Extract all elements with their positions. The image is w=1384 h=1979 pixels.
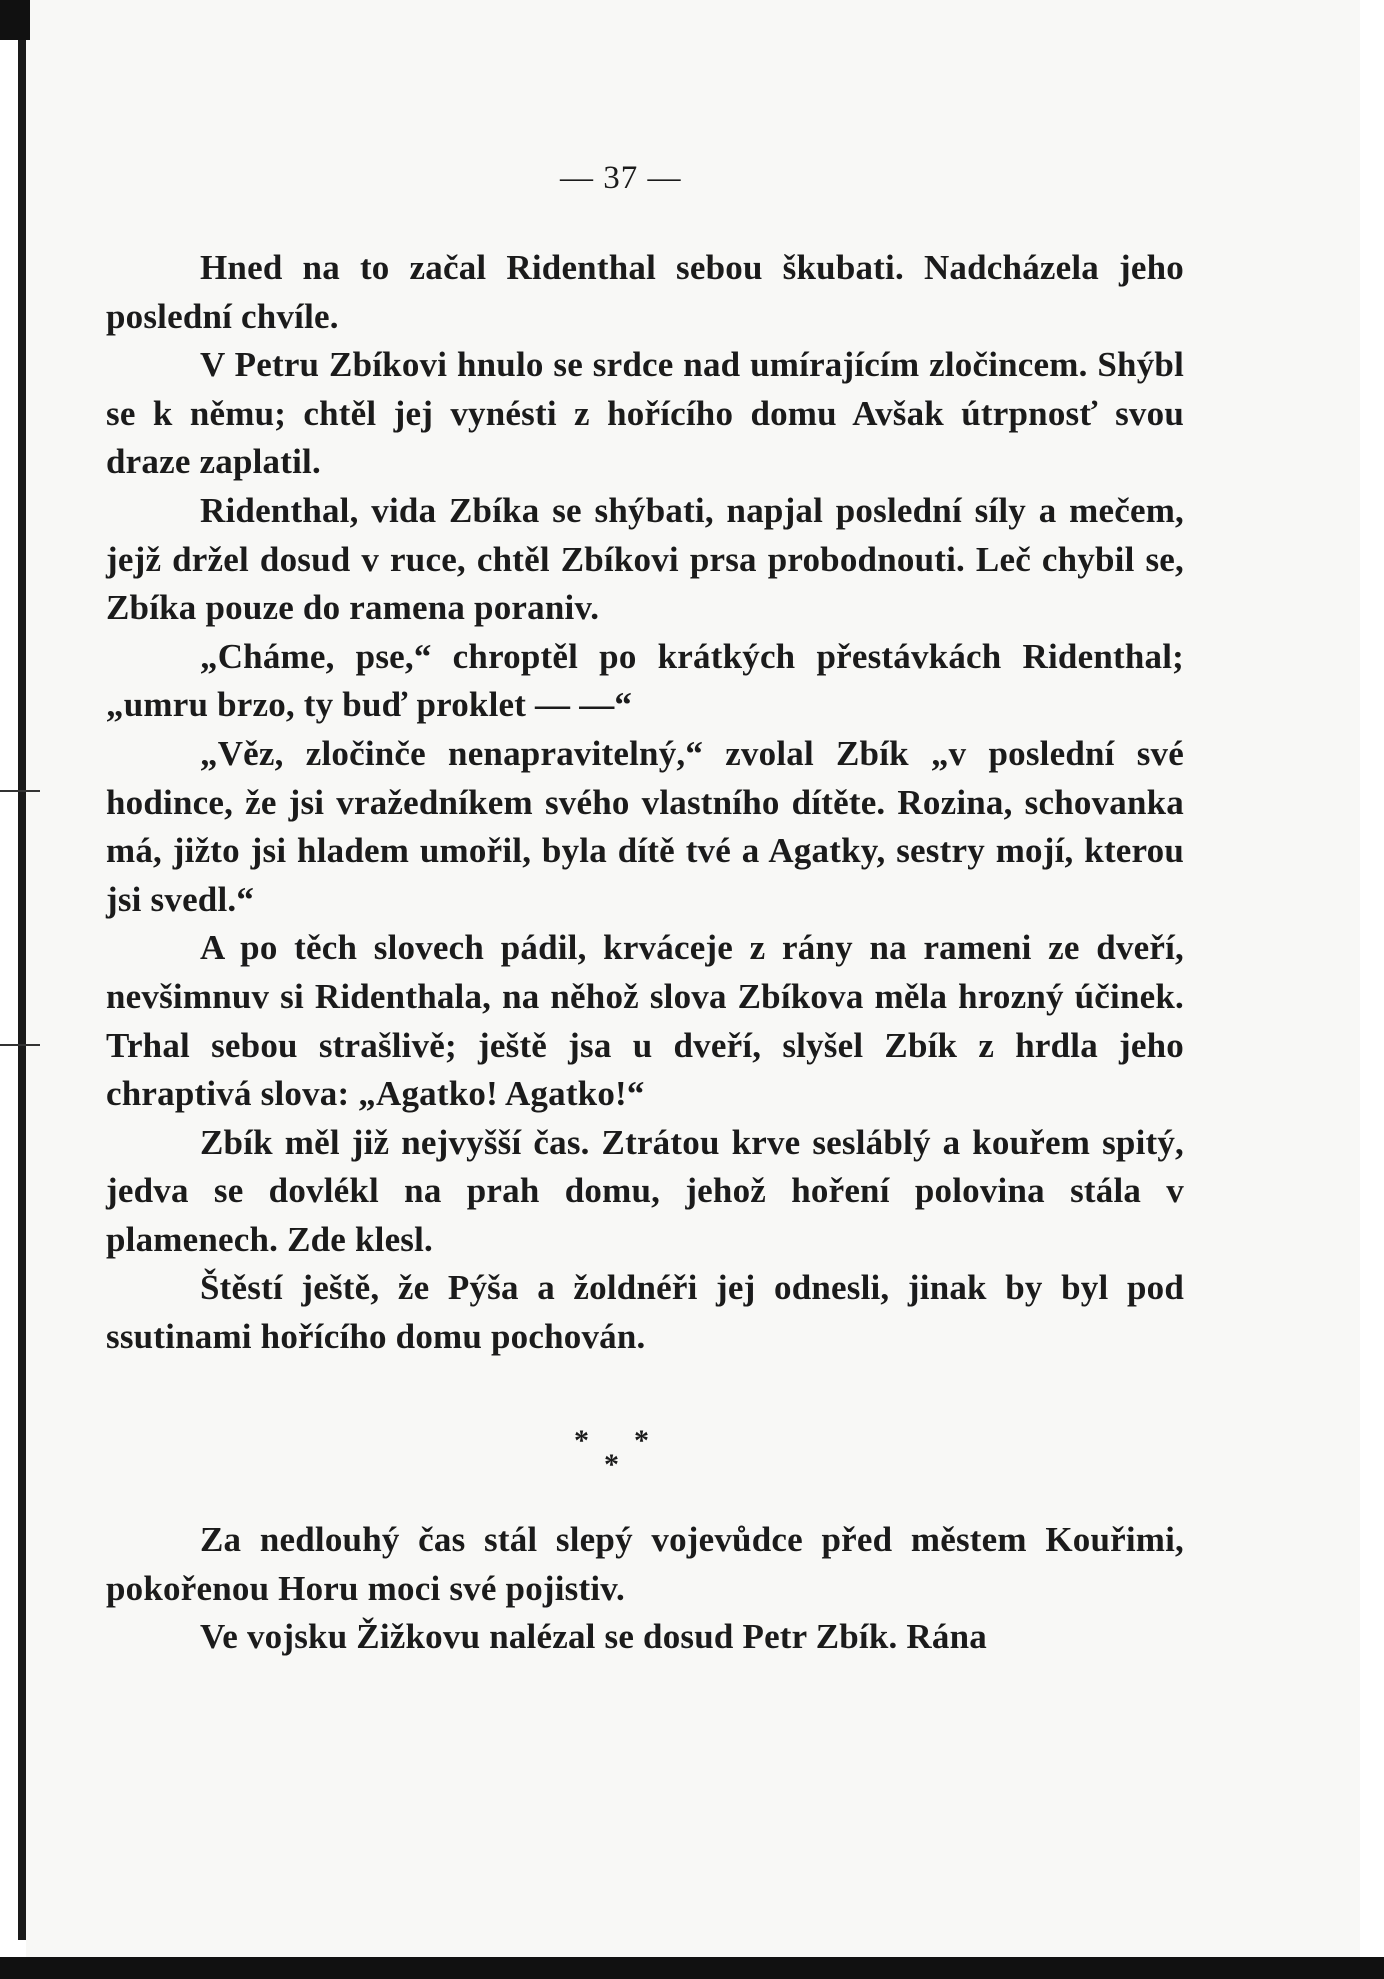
body-text-continued — [106, 1516, 1184, 1662]
paragraph: „Cháme, pse,“ chroptěl po krátkých přestávkách Ridenthal; „umru brzo, ty buď proklet — —“ — [106, 636, 1184, 725]
body-text — [106, 244, 1184, 1362]
separator-star: * — [574, 1424, 589, 1457]
section-separator — [570, 1424, 710, 1484]
paragraph: V Petru Zbíkovi hnulo se srdce nad umírajícím zločincem. Shýbl se k němu; chtěl jej vynésti z hořícího domu Avšak útrpnosť svou draze zaplatil. — [106, 345, 1184, 482]
page-number: — 37 — — [560, 160, 682, 196]
page-left-edge — [18, 40, 26, 1940]
paragraph: Ve vojsku Žižkovu nalézal se dosud Petr Zbík. Rána — [200, 1617, 987, 1657]
separator-star: * — [604, 1448, 619, 1481]
paragraph: A po těch slovech pádil, krváceje z rány na rameni ze dveří, nevšimnuv si Ridenthala, na něhož slova Zbíkova měla hrozný účinek. Trhal sebou strašlivě; ještě jsa u dveří, slyšel Zbík z hrdla jeho chraptivá slova: „Agatko! Agatko!“ — [106, 928, 1184, 1114]
paragraph: Za nedlouhý čas stál slepý vojevůdce před městem Kouřimi, pokořenou Horu moci své pojistiv. — [106, 1520, 1184, 1608]
paragraph: Zbík měl již nejvyšší čas. Ztrátou krve sesláblý a kouřem spitý, jedva se dovlékl na prah domu, jehož hoření polovina stála v plamenech. Zde klesl. — [106, 1122, 1184, 1259]
page-bottom-edge — [0, 1957, 1384, 1979]
scan-corner-shadow — [0, 0, 30, 40]
paragraph: Hned na to začal Ridenthal sebou škubati. Nadcházela jeho poslední chvíle. — [106, 248, 1184, 336]
edge-mark — [0, 790, 40, 792]
paragraph: Ridenthal, vida Zbíka se shýbati, napjal poslední síly a mečem, jejž držel dosud v ruce, chtěl Zbíkovi prsa probodnouti. Leč chybil se, Zbíka pouze do ramena poraniv. — [106, 490, 1184, 628]
paragraph: Štěstí ještě, že Pýša a žoldnéři jej odnesli, jinak by byl pod ssutinami hořícího domu pochován. — [106, 1268, 1184, 1357]
paragraph: „Věz, zločinče nenapravitelný,“ zvolal Zbík „v poslední své hodince, že jsi vražedníkem svého vlastního dítěte. Rozina, schovanka má, jižto jsi hladem umořil, byla dítě tvé a Agatky, sestry mojí, kterou jsi svedl.“ — [106, 733, 1184, 919]
edge-mark — [0, 1044, 40, 1046]
separator-star: * — [634, 1424, 649, 1457]
